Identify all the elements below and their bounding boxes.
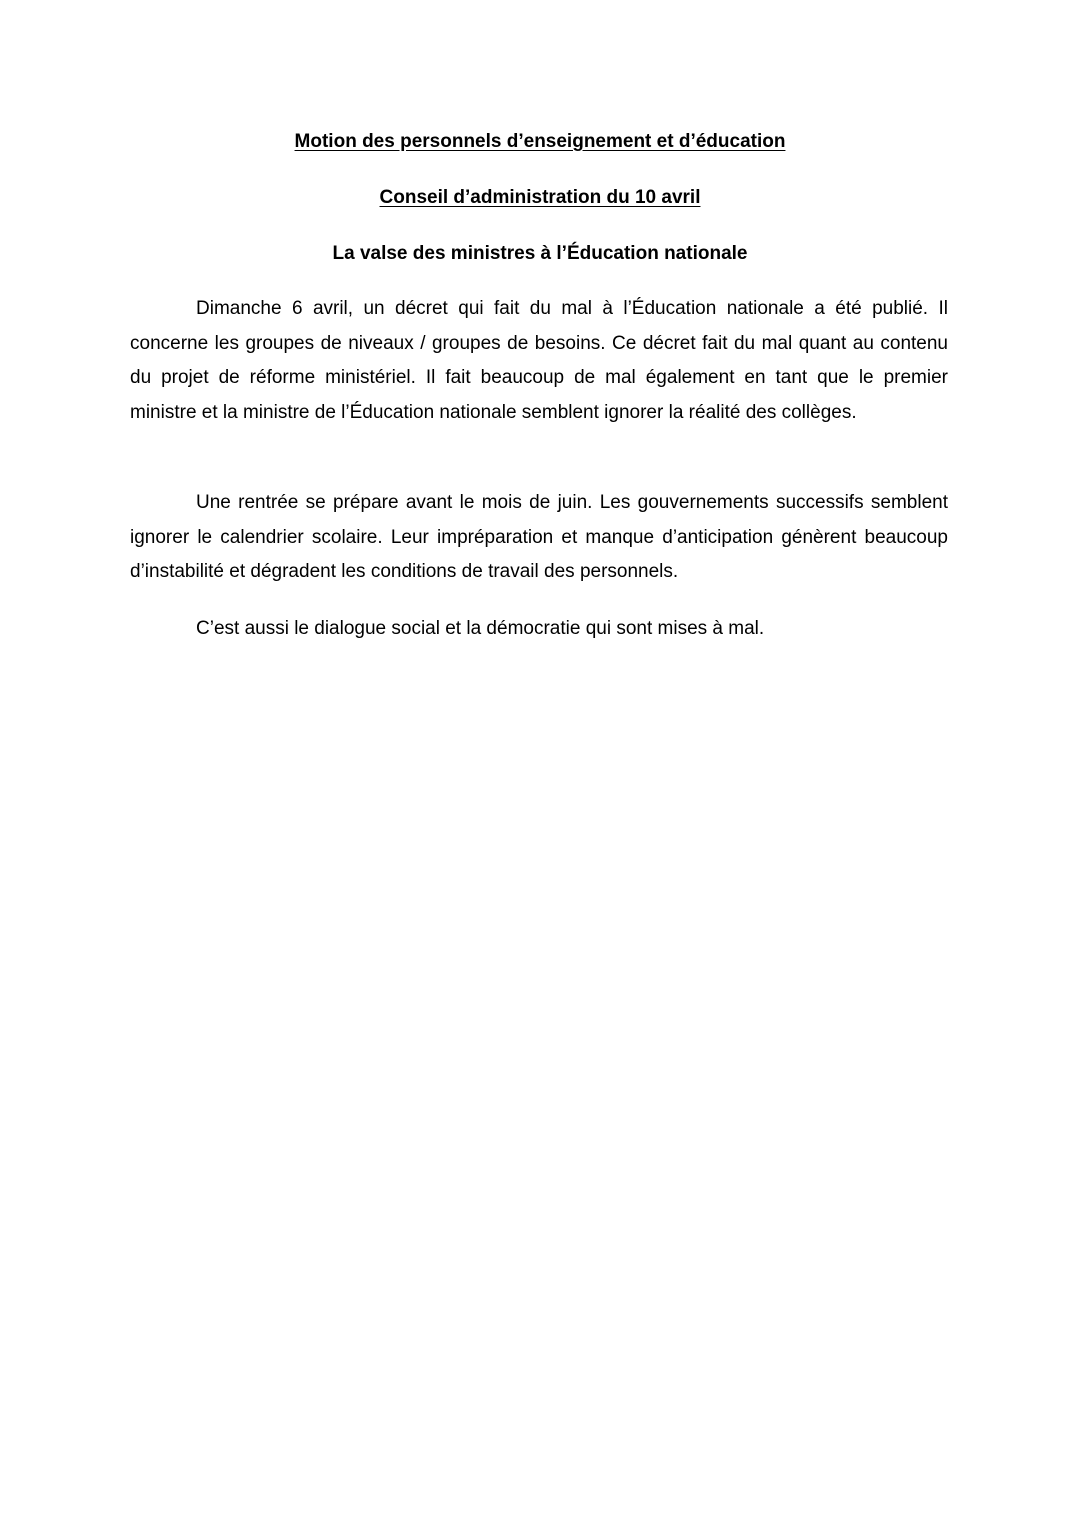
document-title: Motion des personnels d’enseignement et d’éducation	[294, 131, 786, 152]
paragraph-3: C’est aussi le dialogue social et la démocratie qui sont mises à mal.	[196, 618, 765, 639]
paragraph-2: Une rentrée se prépare avant le mois de juin. Les gouvernements successifs semblent ignorer le calendrier scolaire. Leur impréparation et manque d’anticipation génèrent beaucoup d’instabilité et dégradent les conditions de travail des personnels.	[130, 492, 948, 582]
document-subtitle: Conseil d’administration du 10 avril	[379, 187, 701, 208]
paragraph-1: Dimanche 6 avril, un décret qui fait du mal à l’Éducation nationale a été publié. Il concerne les groupes de niveaux / groupes de besoins. Ce décret fait du mal quant au contenu du projet de réforme ministériel. Il fait beaucoup de mal également en tant que le premier ministre et la ministre de l’Éducation nationale semblent ignorer la réalité des collèges.	[130, 298, 948, 423]
section-heading: La valse des ministres à l’Éducation nationale	[332, 243, 748, 264]
